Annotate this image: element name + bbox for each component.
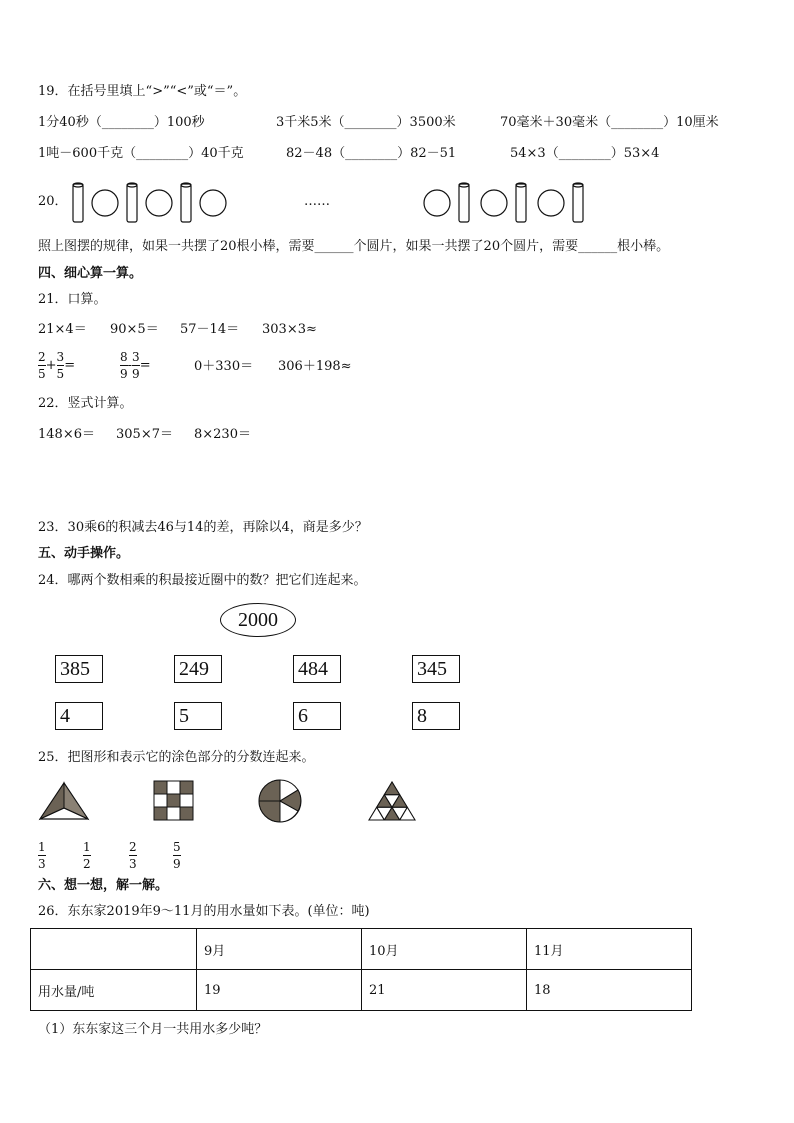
numerator: 8 bbox=[120, 350, 128, 364]
table-cell: 用水量/吨 bbox=[31, 970, 197, 1011]
fraction-option bbox=[173, 838, 181, 874]
fraction bbox=[38, 350, 46, 381]
shaded-triangle-figure bbox=[38, 780, 90, 822]
q24-title: 24．哪两个数相乘的积最接近圈中的数？把它们连起来。 bbox=[38, 573, 367, 588]
number-box: 484 bbox=[293, 655, 341, 683]
number-box: 385 bbox=[55, 655, 103, 683]
q20-question: 照上图摆的规律，如果一共摆了20根小棒，需要______个圆片，如果一共摆了20个圆片，需要______根小棒。 bbox=[38, 239, 670, 254]
numerator: 1 bbox=[38, 840, 46, 854]
number-box: 6 bbox=[293, 702, 341, 730]
denominator: 3 bbox=[38, 857, 46, 871]
numerator: 5 bbox=[173, 840, 181, 854]
q19-item: 1分40秒（________）100秒 bbox=[38, 115, 205, 130]
table-cell: 21 bbox=[362, 970, 527, 1011]
q21-item: 57－14＝ bbox=[180, 322, 240, 337]
equals: = bbox=[139, 358, 151, 373]
number-box: 249 bbox=[174, 655, 222, 683]
fraction-option bbox=[83, 838, 91, 874]
q22-title: 22．竖式计算。 bbox=[38, 396, 133, 411]
q21-item: 0＋330＝ bbox=[194, 359, 254, 374]
q19-item: 82－48（________）82－51 bbox=[286, 146, 457, 161]
fraction-option bbox=[38, 838, 46, 874]
numerator: 2 bbox=[38, 350, 46, 364]
q20-number: 20． bbox=[38, 194, 68, 209]
q21-item: 303×3≈ bbox=[262, 322, 317, 337]
numerator: 3 bbox=[132, 350, 140, 364]
equals: = bbox=[64, 358, 76, 373]
q25-title: 25．把图形和表示它的涂色部分的分数连起来。 bbox=[38, 750, 315, 765]
q21-title: 21．口算。 bbox=[38, 292, 107, 307]
number-box: 4 bbox=[55, 702, 103, 730]
fraction-option bbox=[129, 838, 137, 874]
q19-item: 3千米5米（________）3500米 bbox=[276, 115, 456, 130]
table-cell: 11月 bbox=[527, 929, 692, 970]
q19-item: 70毫米＋30毫米（________）10厘米 bbox=[500, 115, 719, 130]
operator: + bbox=[45, 358, 57, 373]
q21-item: 306＋198≈ bbox=[278, 359, 352, 374]
number-box: 345 bbox=[412, 655, 460, 683]
numerator: 3 bbox=[56, 350, 65, 364]
shaded-grid-figure bbox=[153, 780, 195, 822]
section-heading: 五、动手操作。 bbox=[38, 546, 130, 561]
target-number-oval: 2000 bbox=[220, 603, 296, 637]
q19-item: 54×3（________）53×4 bbox=[510, 146, 660, 161]
q26-title: 26．东东家2019年9～11月的用水量如下表。(单位：吨) bbox=[38, 904, 370, 919]
shaded-circle-figure bbox=[256, 778, 304, 824]
q20-ellipsis: …… bbox=[304, 194, 330, 209]
sticks-circles-pattern-right bbox=[420, 180, 590, 226]
table-header-row bbox=[31, 929, 692, 970]
table-cell: 18 bbox=[527, 970, 692, 1011]
q23-question: 23．30乘6的积减去46与14的差，再除以4，商是多少？ bbox=[38, 520, 368, 535]
q21-item: 90×5＝ bbox=[110, 322, 159, 337]
section-heading: 四、细心算一算。 bbox=[38, 266, 143, 281]
shaded-triangle-grid-figure bbox=[367, 780, 417, 822]
table-cell: 19 bbox=[197, 970, 362, 1011]
q19-item: 1吨－600千克（________）40千克 bbox=[38, 146, 244, 161]
section-heading: 六、想一想，解一解。 bbox=[38, 878, 169, 893]
table-cell bbox=[31, 929, 197, 970]
table-cell: 9月 bbox=[197, 929, 362, 970]
water-usage-table bbox=[30, 928, 692, 1011]
q21-fraction-expr bbox=[120, 348, 151, 384]
denominator: 9 bbox=[173, 857, 181, 871]
table-cell: 10月 bbox=[362, 929, 527, 970]
denominator: 5 bbox=[56, 367, 65, 381]
q19-title: 19．在括号里填上“>”“<”或“＝”。 bbox=[38, 84, 247, 99]
denominator: 9 bbox=[120, 367, 128, 381]
q22-item: 305×7＝ bbox=[116, 427, 173, 442]
q22-item: 148×6＝ bbox=[38, 427, 95, 442]
number-box: 5 bbox=[174, 702, 222, 730]
denominator: 9 bbox=[132, 367, 140, 381]
numerator: 1 bbox=[83, 840, 91, 854]
q21-fraction-expr bbox=[38, 348, 75, 384]
q26-subquestion: （1）东东家这三个月一共用水多少吨？ bbox=[38, 1022, 268, 1037]
q21-item: 21×4＝ bbox=[38, 322, 87, 337]
denominator: 3 bbox=[129, 857, 137, 871]
fraction bbox=[120, 350, 128, 381]
number-box: 8 bbox=[412, 702, 460, 730]
q22-item: 8×230＝ bbox=[194, 427, 251, 442]
sticks-circles-pattern-left bbox=[68, 180, 238, 226]
fraction bbox=[132, 350, 140, 381]
denominator: 2 bbox=[83, 857, 91, 871]
operator: - bbox=[127, 358, 133, 373]
denominator: 5 bbox=[38, 367, 46, 381]
numerator: 2 bbox=[129, 840, 137, 854]
table-row bbox=[31, 970, 692, 1011]
